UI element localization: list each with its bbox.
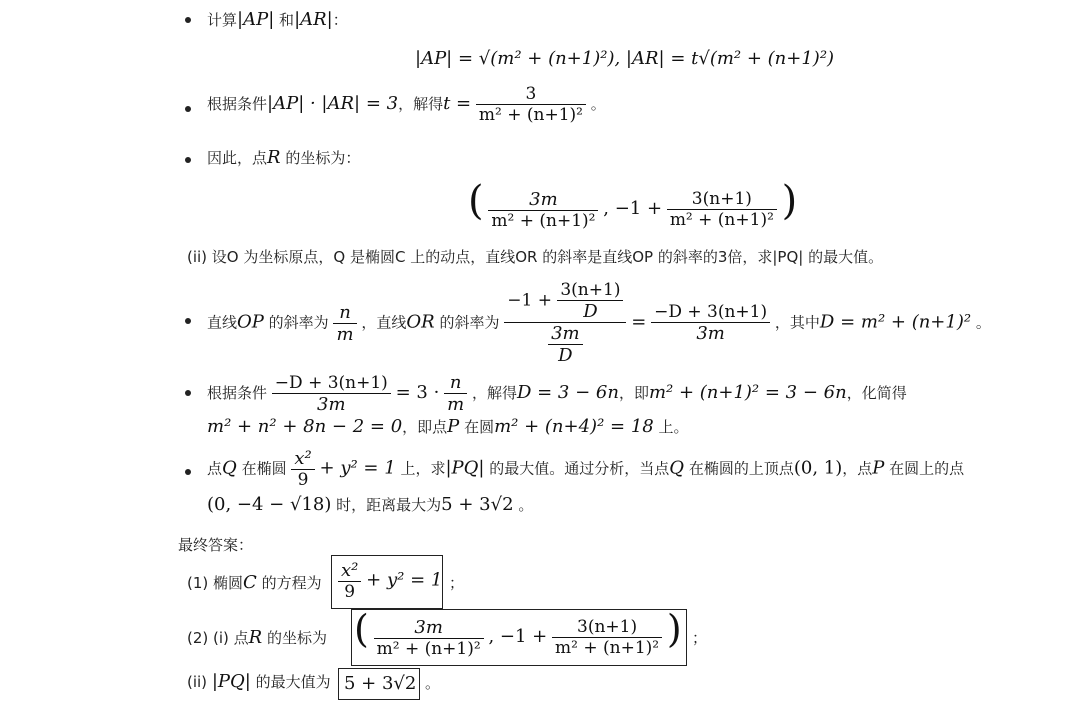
bullet-5-line1	[207, 372, 907, 415]
den: m² + (n+1)²	[667, 209, 777, 230]
frac-inner	[548, 323, 583, 366]
frac	[338, 560, 361, 602]
frac	[488, 189, 598, 231]
math: 5 + 3√2	[344, 673, 417, 694]
text: 在圆上的点	[889, 459, 965, 478]
paren: (	[468, 178, 484, 224]
text: 上，求	[400, 459, 446, 478]
final-answer-2	[187, 627, 327, 648]
num: 3m	[414, 616, 443, 638]
den: 3m	[651, 322, 770, 344]
frac	[667, 189, 777, 230]
num: 3(n+1)	[577, 617, 638, 637]
num: n	[339, 301, 351, 323]
text: ，即	[618, 384, 649, 402]
text: ，解得	[471, 384, 517, 402]
bullet-6	[185, 469, 191, 475]
bullet-5	[185, 390, 191, 396]
math-pq: |PQ|	[211, 671, 251, 692]
math: D = 3 − 6n	[516, 382, 619, 403]
math-t: t =	[443, 93, 472, 114]
eq: =	[631, 311, 647, 333]
den: 9	[338, 581, 361, 602]
final-heading: 最终答案：	[178, 536, 254, 554]
math-d: D = m² + (n+1)²	[819, 311, 972, 333]
text: ，化简得	[846, 384, 907, 402]
coord-r-formula	[468, 178, 797, 231]
bullet-2	[185, 106, 191, 112]
text: 的方程为	[261, 574, 322, 592]
den: m² + (n+1)²	[476, 104, 586, 125]
den: m	[444, 393, 467, 415]
paren: )	[666, 607, 682, 651]
num: 3m	[529, 188, 558, 210]
text: 的最大值。通过分析，当点	[489, 459, 670, 478]
text: (1) 椭圆	[187, 574, 244, 592]
text: (ii)	[187, 673, 208, 691]
text: 的斜率为	[439, 313, 500, 332]
math: + y² = 1	[319, 457, 396, 479]
bullet-4-line	[207, 280, 991, 366]
frac-op	[333, 302, 356, 345]
text: 点	[207, 459, 223, 478]
text: 的坐标为	[267, 629, 328, 647]
mid: , −1 +	[488, 626, 548, 647]
math-r: R	[248, 627, 263, 648]
bullet-3	[185, 157, 191, 163]
text: 时，距离最大为	[336, 496, 442, 514]
answer-box-3	[338, 668, 420, 700]
math-pt: (0, 1)	[793, 457, 843, 479]
math-c: C	[243, 572, 257, 593]
t: −1 +	[507, 290, 552, 311]
text: ，即点	[402, 418, 448, 436]
bullet-6-line1	[207, 448, 964, 490]
frac	[291, 448, 314, 490]
text: ，点	[842, 459, 873, 478]
math-pq: |PQ|	[445, 457, 485, 479]
text: 。	[975, 313, 991, 332]
final-answer-3	[187, 671, 331, 692]
num: 3m	[551, 323, 580, 344]
frac	[272, 373, 391, 415]
text: 上。	[658, 418, 689, 436]
paren: )	[781, 178, 798, 224]
text: (2) (i) 点	[187, 629, 249, 647]
math-ar: |AR|	[294, 9, 333, 30]
num: x²	[294, 448, 312, 469]
bullet-1	[185, 17, 191, 23]
math-circle: m² + (n+4)² = 18	[494, 416, 654, 437]
math-p: P	[447, 416, 460, 437]
bullet-4	[185, 318, 191, 324]
text: 因此，点	[207, 149, 268, 167]
num: x²	[341, 560, 359, 581]
eq: = 3 ·	[395, 382, 440, 403]
text: ；	[449, 574, 465, 592]
math-q: Q	[222, 457, 237, 479]
final-answer-1	[187, 572, 322, 593]
text: ：	[332, 11, 348, 29]
num: 3(n+1)	[691, 189, 752, 209]
num: −D + 3(n+1)	[274, 372, 388, 393]
text: 在椭圆	[241, 459, 287, 478]
math-ap: |AP|	[237, 9, 275, 30]
math-op: OP	[237, 311, 264, 333]
mid: , −1 +	[603, 198, 663, 219]
math-or: OR	[406, 311, 435, 333]
text: ；	[692, 629, 708, 647]
frac-result	[651, 302, 770, 344]
text: 。	[590, 95, 606, 113]
frac-or	[504, 280, 626, 366]
num: n	[449, 372, 462, 393]
frac	[374, 617, 484, 659]
text: 。	[518, 496, 534, 514]
text: 根据条件	[207, 95, 268, 113]
paren: (	[354, 607, 369, 651]
math: 5 + 3√2	[441, 494, 514, 515]
num: 3(n+1)	[560, 280, 621, 300]
bullet-5-line2	[207, 416, 689, 437]
frac-t	[476, 84, 586, 125]
frac-inner	[557, 280, 623, 322]
den: m² + (n+1)²	[552, 637, 662, 658]
text: 直线	[207, 313, 238, 332]
bullet-3-line	[207, 147, 360, 168]
bullet-1-line	[207, 9, 348, 30]
den: D	[548, 344, 583, 366]
text: ，解得	[398, 95, 444, 113]
text: 的坐标为：	[285, 149, 361, 167]
num: −D + 3(n+1)	[654, 302, 768, 322]
den: m² + (n+1)²	[374, 638, 484, 659]
answer-box-1	[331, 555, 443, 609]
num	[504, 280, 626, 322]
frac	[444, 372, 467, 415]
part-ii-question: (ii) 设O 为坐标原点，Q 是椭圆C 上的动点，直线OR 的斜率是直线OP 的斜率的3倍，求|PQ| 的最大值。	[187, 248, 884, 266]
den: m² + (n+1)²	[488, 210, 598, 231]
text: 的最大值为	[255, 673, 331, 691]
text: 的斜率为	[268, 313, 329, 332]
bullet-2-line	[207, 84, 606, 125]
text: 计算	[207, 11, 238, 29]
den: 3m	[272, 393, 391, 415]
text: 根据条件	[207, 384, 268, 402]
math-condition: |AP| · |AR| = 3	[267, 93, 399, 114]
text: 在椭圆的上顶点	[688, 459, 794, 478]
den: D	[557, 300, 623, 322]
math-q: Q	[669, 457, 685, 479]
text: ，其中	[774, 313, 820, 332]
math-p: P	[872, 457, 885, 479]
den	[504, 322, 626, 366]
math: m² + n² + 8n − 2 = 0	[207, 416, 403, 437]
den: m	[333, 323, 356, 345]
formula-ap-ar: |AP| = √(m² + (n+1)²), |AR| = t√(m² + (n+1)²)	[415, 48, 835, 69]
text: 和	[279, 11, 295, 29]
math-r: R	[267, 147, 281, 168]
answer-box-2	[351, 609, 687, 666]
math: m² + (n+1)² = 3 − 6n	[648, 382, 847, 403]
frac	[552, 617, 662, 658]
num: 3	[525, 84, 537, 104]
math: + y² = 1	[366, 569, 443, 591]
den: 9	[291, 469, 314, 490]
bullet-6-line2	[207, 494, 533, 515]
text: ，直线	[361, 313, 407, 332]
text: 。	[425, 674, 441, 692]
math: (0, −4 − √18)	[207, 494, 332, 515]
text: 在圆	[464, 418, 495, 436]
